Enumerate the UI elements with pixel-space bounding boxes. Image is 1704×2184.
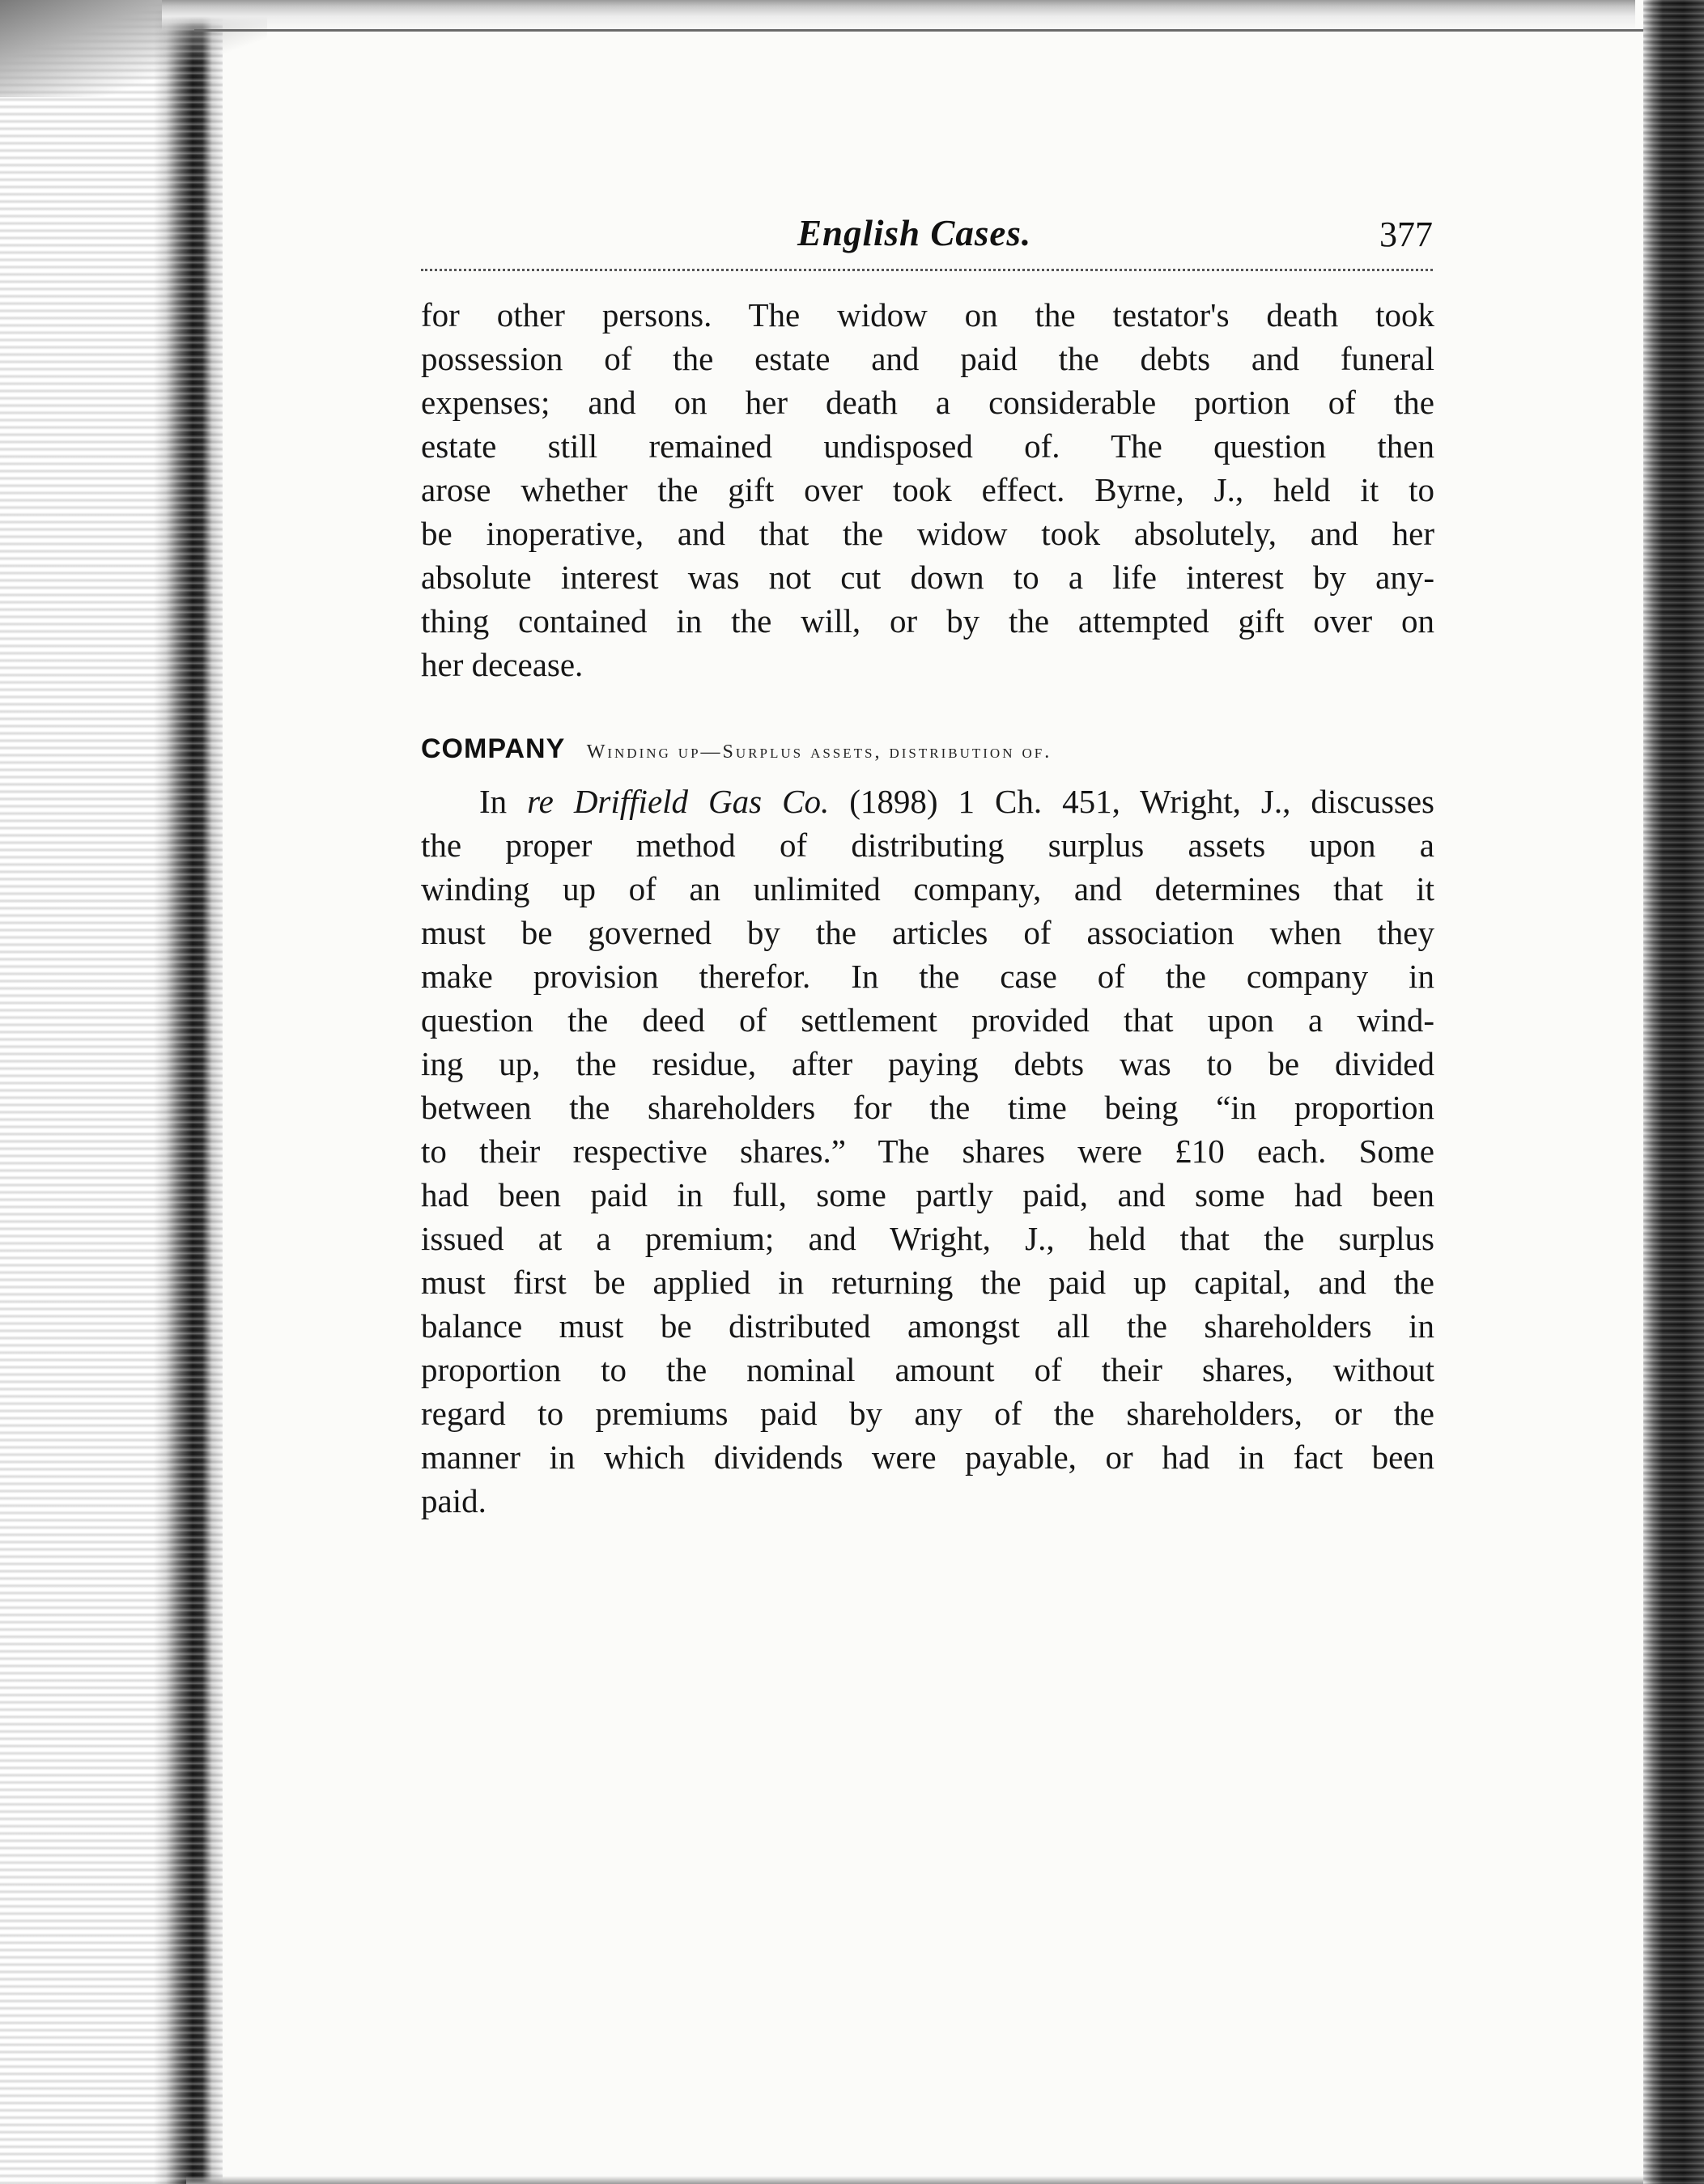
text-line: ing up, the residue, after paying debts was to be divided bbox=[421, 1045, 1434, 1082]
section-topic: COMPANY bbox=[421, 733, 566, 764]
text-line: be inoperative, and that the widow took absolutely, and her bbox=[421, 515, 1434, 552]
section-heading bbox=[421, 733, 1311, 769]
text-line: to their respective shares.” The shares were £10 each. Some bbox=[421, 1132, 1434, 1170]
text-fragment: In bbox=[479, 783, 528, 820]
paragraph-continued bbox=[421, 293, 1434, 686]
text-line: her decease. bbox=[421, 646, 584, 683]
text-line: for other persons. The widow on the testator's death took bbox=[421, 296, 1434, 334]
paragraph-company-case bbox=[421, 780, 1434, 1523]
section-subheading: Winding up—Surplus assets, distribution of. bbox=[586, 741, 1052, 763]
bottom-page-edge bbox=[186, 2176, 1643, 2184]
top-edge-line bbox=[194, 29, 1643, 32]
text-line: arose whether the gift over took effect. Byrne, J., held it to bbox=[421, 471, 1434, 508]
text-line: balance must be distributed amongst all the shareholders in bbox=[421, 1307, 1434, 1345]
text-line: must be governed by the articles of association when they bbox=[421, 914, 1434, 951]
text-line: thing contained in the will, or by the attempted gift over on bbox=[421, 602, 1434, 639]
text-line: winding up of an unlimited company, and determines that it bbox=[421, 870, 1434, 907]
text-line: estate still remained undisposed of. The question then bbox=[421, 427, 1434, 465]
text-line: possession of the estate and paid the debts and funeral bbox=[421, 340, 1434, 377]
page-number: 377 bbox=[1379, 215, 1433, 254]
text-line: proportion to the nominal amount of their shares, without bbox=[421, 1351, 1434, 1388]
text-line: expenses; and on her death a considerable portion of the bbox=[421, 384, 1434, 421]
left-binding-edge bbox=[0, 0, 223, 2184]
top-page-edge bbox=[162, 0, 1635, 31]
right-binding-edge bbox=[1643, 0, 1704, 2184]
text-line: regard to premiums paid by any of the shareholders, or the bbox=[421, 1395, 1434, 1432]
text-fragment: (1898) 1 Ch. 451, Wright, J., discusses bbox=[829, 783, 1435, 820]
text-line: issued at a premium; and Wright, J., held that the surplus bbox=[421, 1220, 1434, 1257]
text-line: the proper method of distributing surplus assets upon a bbox=[421, 826, 1434, 864]
text-line: must first be applied in returning the paid up capital, and the bbox=[421, 1264, 1434, 1301]
text-line-first bbox=[421, 780, 1434, 823]
case-name: re Driffield Gas Co. bbox=[527, 783, 830, 820]
text-line: had been paid in full, some partly paid, and some had been bbox=[421, 1176, 1434, 1213]
text-line: paid. bbox=[421, 1482, 487, 1519]
running-head bbox=[421, 212, 1433, 261]
text-line: question the deed of settlement provided that upon a wind- bbox=[421, 1001, 1434, 1039]
text-line: between the shareholders for the time being “in proportion bbox=[421, 1089, 1434, 1126]
header-rule bbox=[421, 269, 1433, 271]
running-title: English Cases. bbox=[797, 213, 1032, 253]
text-line: manner in which dividends were payable, or had in fact been bbox=[421, 1438, 1434, 1476]
text-line: make provision therefor. In the case of the company in bbox=[421, 958, 1434, 995]
text-line: absolute interest was not cut down to a life interest by any- bbox=[421, 559, 1434, 596]
